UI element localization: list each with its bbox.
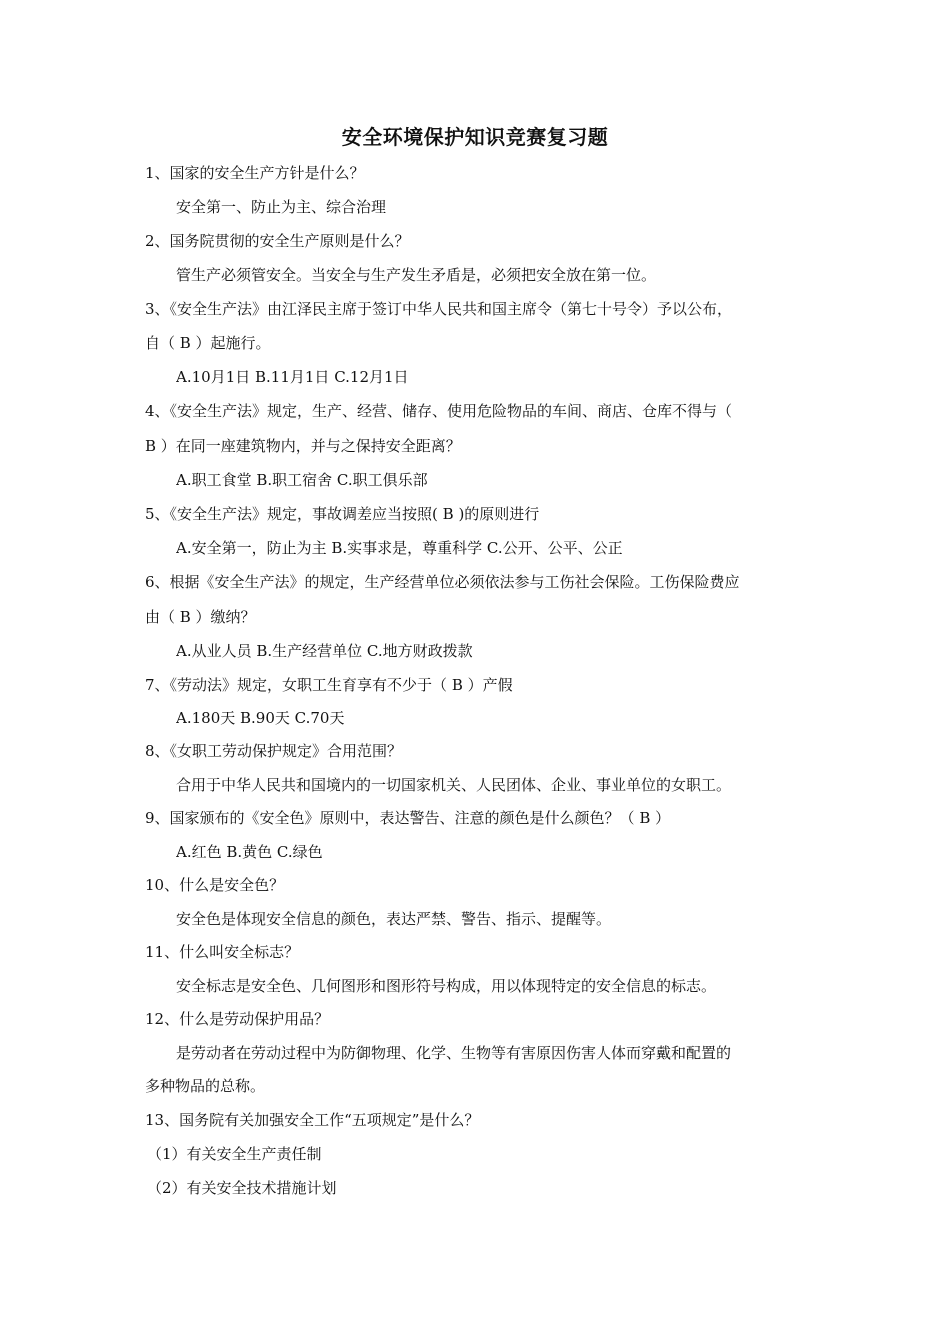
question-3-cont: 自（ B ）起施行。 — [145, 334, 271, 352]
question-11: 11、什么叫安全标志？ — [145, 943, 300, 961]
question-4: 4、《安全生产法》规定，生产、经营、储存、使用危险物品的车间、商店、仓库不得与（ — [145, 402, 733, 420]
answer-1: 安全第一、防止为主、综合治理 — [176, 198, 387, 216]
answer-12-cont: 多种物品的总称。 — [145, 1077, 266, 1095]
question-6: 6、根据《安全生产法》的规定，生产经营单位必须依法参与工伤社会保险。工伤保险费应 — [145, 573, 740, 591]
question-6-cont: 由（ B ）缴纳？ — [145, 608, 256, 626]
question-9: 9、国家颁布的《安全色》原则中，表达警告、注意的颜色是什么颜色？（ B ） — [145, 809, 671, 827]
question-5: 5、《安全生产法》规定，事故调差应当按照( B )的原则进行 — [145, 505, 540, 523]
question-10: 10、什么是安全色？ — [145, 876, 285, 894]
answer-10: 安全色是体现安全信息的颜色，表达严禁、警告、指示、提醒等。 — [176, 910, 612, 928]
item-13-1: （1）有关安全生产责任制 — [147, 1145, 322, 1163]
options-7: A.180天 B.90天 C.70天 — [176, 709, 345, 727]
question-2: 2、国务院贯彻的安全生产原则是什么？ — [145, 232, 410, 250]
options-6: A.从业人员 B.生产经营单位 C.地方财政拨款 — [176, 642, 473, 660]
options-3: A.10月1日 B.11月1日 C.12月1日 — [176, 368, 409, 386]
answer-8: 合用于中华人民共和国境内的一切国家机关、人民团体、企业、事业单位的女职工。 — [176, 776, 732, 794]
document-title: 安全环境保护知识竞赛复习题 — [341, 125, 609, 149]
question-8: 8、《女职工劳动保护规定》合用范围？ — [145, 742, 403, 760]
question-12: 12、什么是劳动保护用品？ — [145, 1010, 330, 1028]
question-3: 3、《安全生产法》由江泽民主席于签订中华人民共和国主席令（第七十号令）予以公布， — [145, 300, 733, 318]
options-5: A.安全第一，防止为主 B.实事求是，尊重科学 C.公开、公平、公正 — [176, 539, 623, 557]
answer-11: 安全标志是安全色、几何图形和图形符号构成，用以体现特定的安全信息的标志。 — [176, 977, 717, 995]
item-13-2: （2）有关安全技术措施计划 — [147, 1179, 337, 1197]
options-9: A.红色 B.黄色 C.绿色 — [176, 843, 323, 861]
question-7: 7、《劳动法》规定，女职工生育享有不少于（ B ）产假 — [145, 676, 513, 694]
question-4-cont: B ）在同一座建筑物内，并与之保持安全距离？ — [145, 437, 461, 455]
options-4: A.职工食堂 B.职工宿舍 C.职工俱乐部 — [176, 471, 428, 489]
question-13: 13、国务院有关加强安全工作“五项规定”是什么？ — [145, 1111, 480, 1129]
answer-2: 管生产必须管安全。当安全与生产发生矛盾是，必须把安全放在第一位。 — [176, 266, 657, 284]
answer-12: 是劳动者在劳动过程中为防御物理、化学、生物等有害原因伤害人体而穿戴和配置的 — [176, 1044, 732, 1062]
question-1: 1、国家的安全生产方针是什么？ — [145, 164, 365, 182]
